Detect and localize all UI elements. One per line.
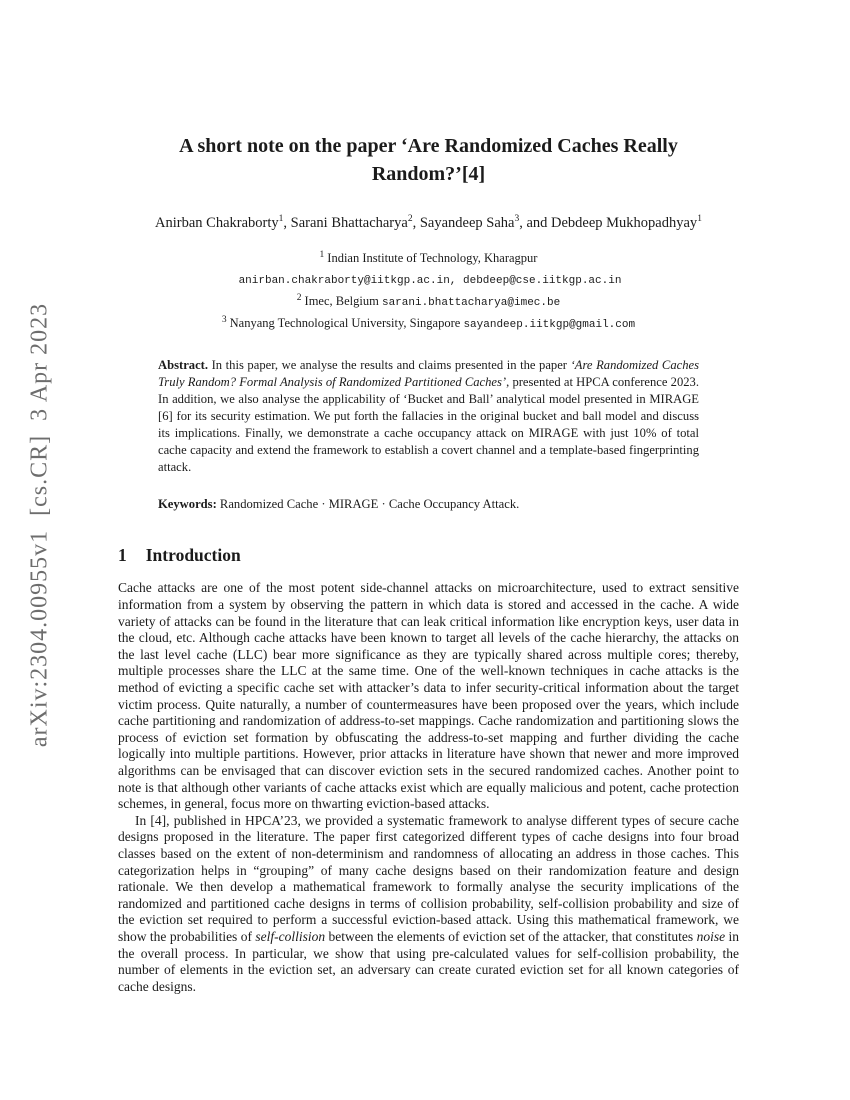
author-4: Debdeep Mukhopadhyay$^1$ [551,214,702,231]
section-number: 1 [118,545,127,566]
keywords-line [158,496,699,513]
affiliation-4-email: sayandeep.iitkgp@gmail.com [463,318,636,331]
affiliation-line-1: $^1$ Indian Institute of Technology, Kharagpur [319,249,538,265]
authors-line [118,214,739,232]
abstract-label: Abstract. [158,358,209,373]
section-title: Introduction [145,545,241,566]
intro-paragraph-2-text-1: In [4], published in HPCA’23, we provided a systematic framework to analyse different types of secure cache designs proposed in the literature. The paper first categorized different types of cache designs into four broad classes based on the extent of non-determinism and randomness of allocating an address in those caches. This categorization helps in “grouping” of many cache designs based on their randomization feature and design rationale. We then develop a mathematical framework to formally analyse the security implications of the randomized and partitioned cache designs in terms of collision probability, self-collision probability and size of the eviction set required to perform a successful eviction-based attack. Using this mathematical framework, we show the probabilities of [118,812,739,944]
affiliation-2-email: anirban.chakraborty@iitkgp.ac.in, debdeep@cse.iitkgp.ac.in [238,275,622,288]
intro-paragraph-2-italic-1: self-collision [255,928,326,944]
abstract-cited-paper-title: ‘Are Randomized Caches Truly Random? Formal Analysis of Randomized Partitioned Caches’ [158,358,699,390]
affiliation-line-2 [118,268,739,290]
arxiv-watermark: arXiv:2304.00955v1 [cs.CR] 3 Apr 2023 [26,302,53,748]
author-3: Sayandeep Saha$^3$, and [419,214,552,231]
intro-paragraph-2 [118,813,739,996]
intro-paragraph-2-italic-2: noise [696,928,726,944]
affiliation-line-3: $^2$ Imec, Belgium sarani.bhattacharya@imec.be [296,293,561,310]
author-3-affiliation-mark: 3 [514,214,520,224]
intro-paragraph-1: Cache attacks are one of the most potent side-channel attacks on microarchitecture, used to extract sensitive information from a system by observing the pattern in which data is stored and accessed in the cache. A wide variety of attacks can be found in the literature that can leak critical information like encryption keys, user data in the cloud, etc. Although cache attacks have been known to target all levels of the cache hierarchy, the attacks on the last level cache (LLC) bear more significance as they are typically shared across multiple cores; thereby, multiple processes share the LLC at the same time. One of the well-known techniques in cache attacks is the method of evicting a specific cache set with attacker’s data to infer security-critical information about the target victim process. Quite naturally, a number of countermeasures have been proposed over the years, which include cache partitioning and randomization of address-to-set mappings. Cache randomization and partitioning slows the process of eviction set formation by obfuscating the address-to-set mapping and further dividing the cache logically into multiple partitions. However, prior attacks in literature have shown that newer and more improved algorithms can be envisaged that can discover eviction sets in the secured randomized caches. Another point to note is that although other variants of cache attacks exist which are equally malicious and potent, cache protection schemes, in general, focus more on thwarting eviction-based attacks. [118,580,739,812]
author-1: Anirban Chakraborty$^1$, [155,214,291,231]
author-2: Sarani Bhattacharya$^2$, [290,214,420,231]
affiliation-3-email: sarani.bhattacharya@imec.be [381,297,561,310]
intro-paragraph-2-text-3: in the overall process. In particular, we show that using pre-calculated values for self-collision probability, the number of elements in the eviction set, an adversary can create curated eviction set for all known categories of cache designs. [118,928,739,994]
intro-paragraph-2-text-2: between the elements of eviction set of the attacker, that constitutes [325,928,697,944]
author-4-affiliation-mark: 1 [697,214,702,224]
abstract-text-2: , presented at HPCA conference 2023. In addition, we also analyse the applicability of ‘Bucket and Ball’ analytical model presented in MIRAGE [6] for its security estimation. We put forth the fallacies in the original bucket and ball model and discuss its implications. Finally, we demonstrate a cache occupancy attack on MIRAGE with just 10% of total cache capacity and extend the framework to establish a covert channel and a template-based fingerprinting attack. [158,375,699,475]
abstract-text-1: In this paper, we analyse the results and claims presented in the paper [208,358,571,373]
author-1-affiliation-mark: 1 [278,214,284,224]
section-heading-introduction [118,545,739,566]
affiliation-line-4: $^3$ Nanyang Technological University, Singapore sayandeep.iitkgp@gmail.com [221,314,636,331]
paper-content [118,0,739,995]
abstract-section [158,357,699,476]
affiliations-block [118,247,739,334]
paper-title: A short note on the paper ‘Are Randomized Caches Really Random?’[4] [179,135,678,185]
keywords-text: Randomized Cache · MIRAGE · Cache Occupancy Attack. [216,497,520,512]
keywords-label: Keywords: [158,497,217,512]
author-2-affiliation-mark: 2 [407,214,413,224]
